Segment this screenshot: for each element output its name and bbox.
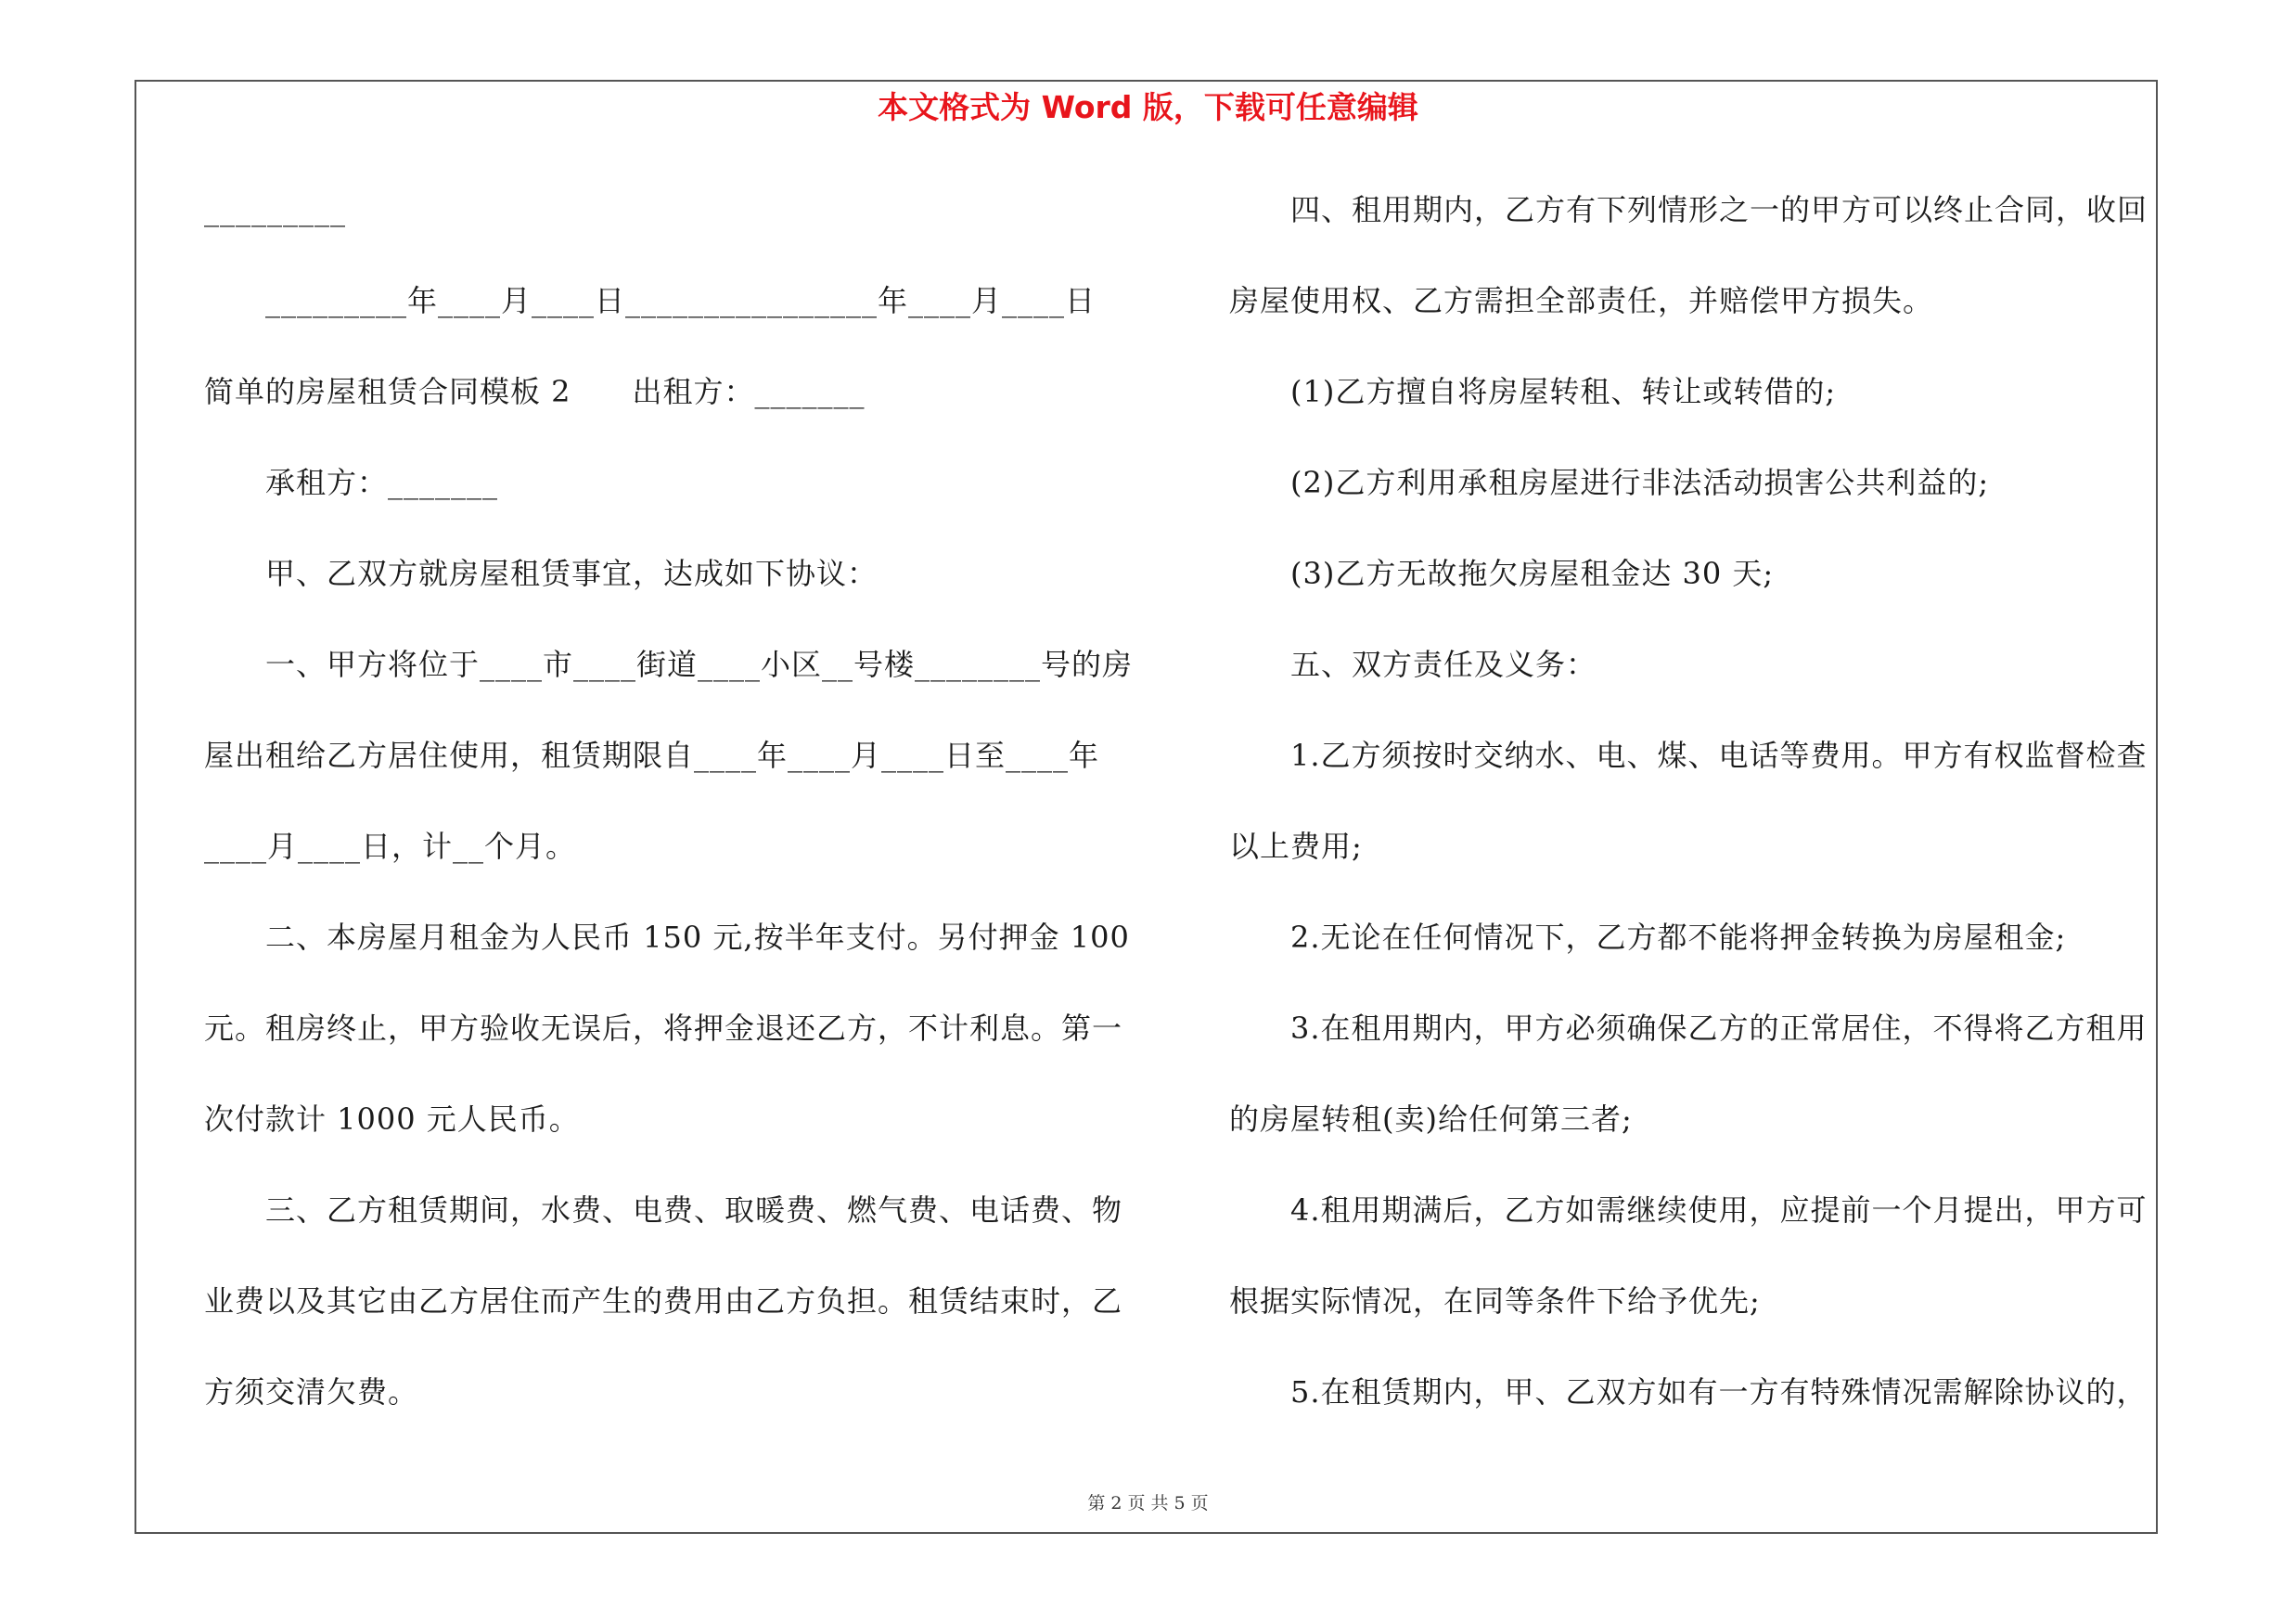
paragraph-line: (3)乙方无故拖欠房屋租金达 30 天;	[1290, 556, 1775, 591]
paragraph-line: 简单的房屋租赁合同模板 2 出租方：_______	[204, 374, 866, 409]
paragraph-line: 房屋使用权、乙方需担全部责任，并赔偿甲方损失。	[1229, 283, 1934, 318]
paragraph-line: 以上费用;	[1229, 829, 1363, 864]
paragraph-line: 方须交清欠费。	[204, 1374, 419, 1410]
paragraph-line: (1)乙方擅自将房屋转租、转让或转借的;	[1290, 374, 1837, 409]
paragraph-line: 承租方：_______	[265, 465, 499, 500]
paragraph-line: 二、本房屋月租金为人民币 150 元,按半年支付。另付押金 100	[265, 920, 1130, 955]
paragraph-line: 四、租用期内，乙方有下列情形之一的甲方可以终止合同，收回	[1290, 192, 2148, 227]
paragraph-line: 甲、乙双方就房屋租赁事宜，达成如下协议：	[265, 556, 879, 591]
page-number-footer: 第 2 页 共 5 页	[1087, 1493, 1209, 1514]
paragraph-line: 元。租房终止，甲方验收无误后，将押金退还乙方，不计利息。第一	[204, 1011, 1123, 1046]
paragraph-line: 4.租用期满后，乙方如需继续使用，应提前一个月提出，甲方可	[1290, 1192, 2148, 1228]
paragraph-line: _________	[204, 192, 346, 227]
paragraph-line: 业费以及其它由乙方居住而产生的费用由乙方负担。租赁结束时，乙	[204, 1283, 1123, 1319]
paragraph-line: 5.在租赁期内，甲、乙双方如有一方有特殊情况需解除协议的，	[1290, 1374, 2148, 1410]
paragraph-line: 根据实际情况，在同等条件下给予优先;	[1229, 1283, 1761, 1319]
paragraph-line: 2.无论在任何情况下，乙方都不能将押金转换为房屋租金;	[1290, 920, 2067, 955]
paragraph-line: ____月____日，计__个月。	[204, 829, 577, 864]
paragraph-line: 次付款计 1000 元人民币。	[204, 1101, 580, 1137]
paragraph-line: 1.乙方须按时交纳水、电、煤、电话等费用。甲方有权监督检查	[1290, 738, 2148, 773]
format-notice-banner: 本文格式为 Word 版，下载可任意编辑	[878, 89, 1418, 125]
paragraph-line: 三、乙方租赁期间，水费、电费、取暖费、燃气费、电话费、物	[265, 1192, 1123, 1228]
paragraph-line: 五、双方责任及义务：	[1290, 647, 1597, 682]
paragraph-line: 3.在租用期内，甲方必须确保乙方的正常居住，不得将乙方租用	[1290, 1011, 2148, 1046]
paragraph-line: (2)乙方利用承租房屋进行非法活动损害公共利益的;	[1290, 465, 1990, 500]
paragraph-line: 的房屋转租(卖)给任何第三者;	[1229, 1101, 1633, 1137]
paragraph-line: _________年____月____日________________年____月____日	[265, 283, 1097, 318]
paragraph-line: 屋出租给乙方居住使用，租赁期限自____年____月____日至____年	[204, 738, 1100, 773]
paragraph-line: 一、甲方将位于____市____街道____小区__号楼________号的房	[265, 647, 1134, 682]
